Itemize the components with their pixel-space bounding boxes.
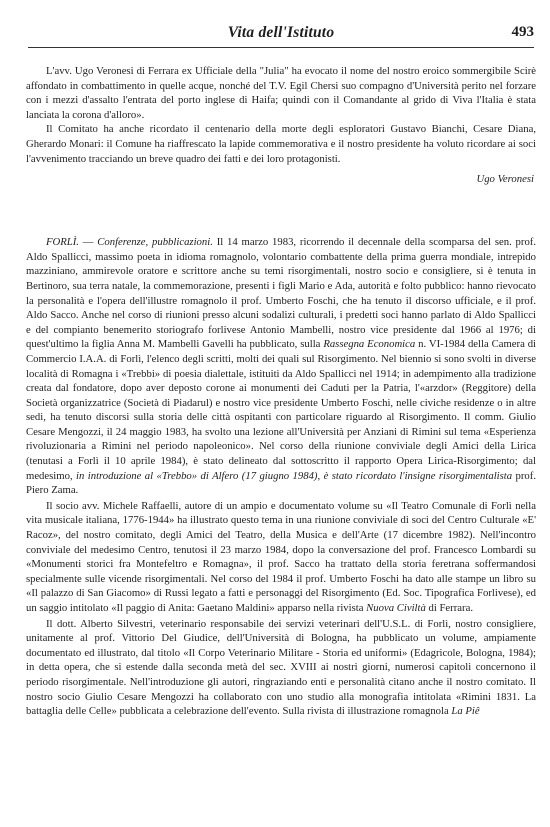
text-run: Il dott. Alberto Silvestri, veterinario responsabile dei servizi veterinari dell'U.S.L. di Forlì, nostro consigliere, unitamente al prof. Vittorio Del Giudice, dell'Università di Bologna, ha pubblicato un volume, ampiamente documentato ed illustrato, dal titolo «Il Corpo Veterinario Militare - Storia ed uniformi» (Edagricole, Bologna, 1984); in detta opera, che si estende dalla seconda metà del sec. XVIII ai nostri giorni, numerosi capitoli concernono il periodo risorgimentale. Nell'introduzione gli autori, ringraziando enti e personalità citano anche il nostro comitato. Il nostro socio Giulio Cesare Mengozzi ha collaborato con uno studio alla monografia intitolata «Rimini 1831. La battaglia delle Celle» pubblicata a celebrazione dell'evento. Sulla rivista di illustrazione romagnola <box>26 617 536 718</box>
report-section-ferrara <box>26 64 536 166</box>
italic-text: in introduzione al «Trebbo» di Alfero (17 giugno 1984), è stato ricordato l'insigne risorgimentalista <box>76 469 513 482</box>
text-run: prof. Piero Zama. <box>26 469 537 497</box>
text-run: Il socio avv. Michele Raffaelli, autore di un ampio e documentato volume su «Il Teatro Comunale di Forlì nella vita musicale italiana, 1776-1944» ha illustrato questo tema in una riunione conviviale di soci del Centro Culturale «E' Racoz», del nostro comitato, degli Amici del Teatro, della Musica e dell'Arte (17 dicembre 1982). Nell'incontro conviviale del medesimo Centro, tenutosi il 23 marzo 1984, dopo la conversazione del prof. Francesco Lombardi su «Monumenti storici fra Montefeltro e Romagna», il prof. Sacco ha trattato della storia feretrana soffermandosi specialmente sulle vicende risorgimentali. Nel corso del 1984 il prof. Umberto Foschi ha dato alle stampe un libro su «Il palazzo di San Giacomo» di Russi legato a fatti e personaggi del Risorgimento (Ed. Soc. Tipografica Forlivese), ed un saggio intitolato «Il paggio di Anita: Gaetano Maldini» apparso nella rivista <box>26 499 536 614</box>
heading-dash: — <box>82 236 94 249</box>
paragraph: L'avv. Ugo Veronesi di Ferrara ex Ufficiale della "Julia" ha evocato il nome del nostro eroico sommergibile Scirè affondato in combattimento in quelle acque, nonché del T.V. Egil Chersi suo compagno d'Università perito nel forzare con i mezzi d'assalto l'entrata del porto inglese di Haifa; quindi con il Comandante al grido di Viva l'Italia è stata lanciata la corona d'alloro». <box>26 65 536 121</box>
paragraph <box>26 235 536 498</box>
running-title: Vita dell'Istituto <box>227 24 335 41</box>
italic-title: Rassegna Economica <box>323 338 416 351</box>
page-header <box>26 0 536 41</box>
text-run: Il 14 marzo 1983, ricorrendo il decennale della scomparsa del sen. prof. Aldo Spallicci, massimo poeta in idioma romagnolo, volontario combattente della prima guerra mondiale, intrepido mazziniano, ammirevole oratore e scrittore anche su temi risorgimentali, nostro socio e consigliere, si è tenuta in Bertinoro, sua terra natale, la commemorazione, presenti i figli Mario e Ada, autorità e folto pubblico: hanno rievocato la personalità e l'opera dell'illustre romagnolo il prof. Umberto Foschi, che ha tenuto il discorso ufficiale, e il prof. Aldo Sacco. Anche nel corso di riunioni presso alcuni sodalizi culturali, i predetti soci hanno parlato di Aldo Spallicci e del compianto benemerito storiografo forlivese Antonio Mambelli, nostro vice presidente dal 1966 al 1976; di quest'ultimo la figlia Anna M. Mambelli Gavelli ha pubblicato, sulla <box>26 236 537 351</box>
page-number: 493 <box>511 24 534 40</box>
italic-title: La Piê <box>451 705 480 718</box>
paragraph <box>26 617 536 719</box>
italic-title: Nuova Civiltà <box>366 602 426 614</box>
place-heading: FORLÌ. <box>46 236 79 249</box>
paragraph <box>26 499 536 616</box>
text-run: n. VI-1984 della Camera di Commercio I.A.A. di Forlì, l'elenco degli scritti, molti dei quali sul Risorgimento. Nel biennio si sono svolti in diverse località di Romagna i «Trebbi» di poesia dialettale, istituiti da Aldo Spallicci nel 1914; in adempimento alla tradizione creata dal fondatore, dopo aver deposto corone ai monumenti dei Caduti per la Patria, l'«arzdor» (Reggitore) della Società organizzatrice (Società di Piadarul) e nostro vice presidente Umberto Foschi, nelle civiche residenze o in altre sedi, ha tenuto discorsi sulla storia delle città ospitanti con particolare riguardo al Risorgimento. Il comm. Giulio Cesare Mengozzi, il 24 maggio 1983, ha svolto una lezione all'Università per Anziani di Rimini sul tema «Esperienza rivoluzionaria a Rimini nel periodo napoleonico». Nel corso della riunione conviviale degli Amici della Lirica (tenutasi a Forlì il 10 aprile 1984), è stato delineato dal sottoscritto il rapporto Opera Lirica-Risorgimento; dal medesimo, <box>26 338 537 482</box>
paragraph: Il Comitato ha anche ricordato il centenario della morte degli esploratori Gustavo Bianchi, Cesare Diana, Gherardo Monari: il Comune ha riaffrescato la lapide commemorativa e il nostro presidente ha voluto ricordare ai soci l'avvenimento tracciando un breve quadro dei fatti e dei loro protagonisti. <box>26 123 536 165</box>
text-run: di Ferrara. <box>428 602 474 614</box>
report-section-forli <box>26 235 536 719</box>
topic-heading: Conferenze, pubblicazioni. <box>97 236 213 249</box>
author-signature: Ugo Veronesi <box>476 173 534 186</box>
header-rule <box>28 47 534 48</box>
